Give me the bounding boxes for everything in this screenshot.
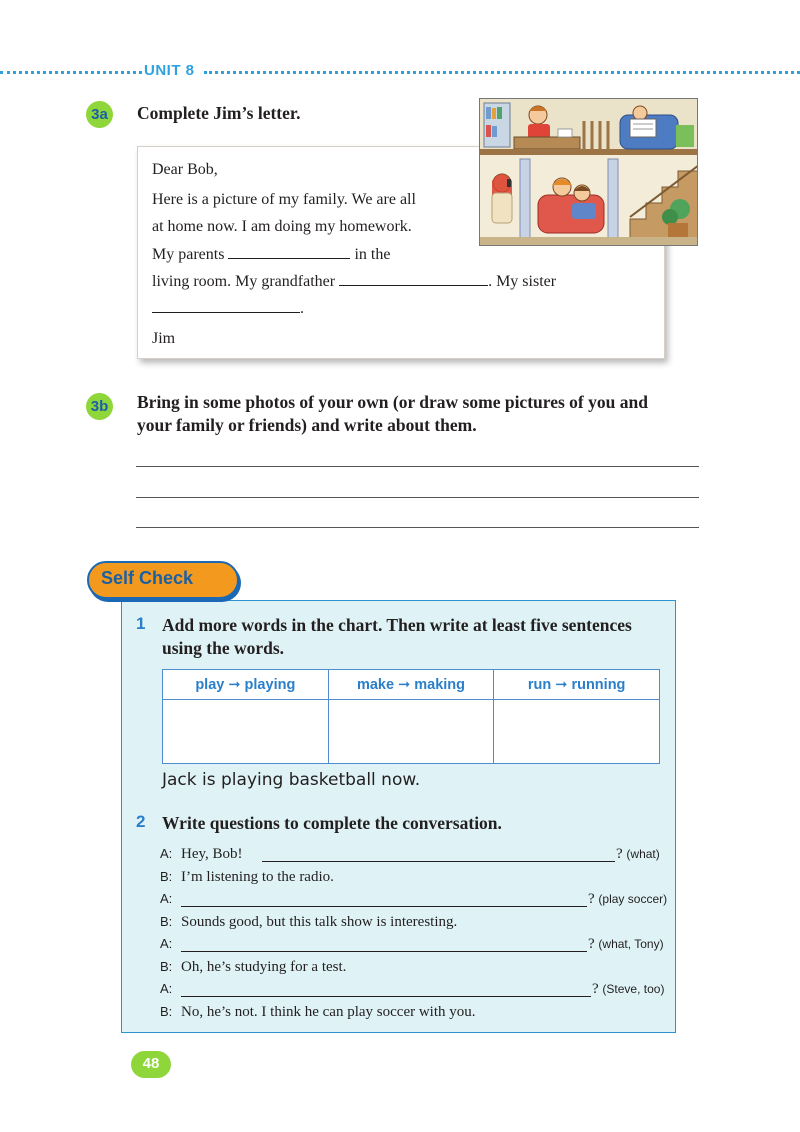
writing-line-1[interactable] (136, 466, 699, 467)
conversation-line-1 (160, 845, 243, 863)
header-dotted-rule-left (0, 71, 142, 74)
section-3b-instruction-line-1: Bring in some photos of your own (or draw some pictures of you and (137, 392, 648, 412)
grandfather-blank[interactable] (339, 272, 488, 286)
section-3a-instruction: Complete Jim’s letter. (137, 103, 301, 123)
q1-instruction-line-1: Add more words in the chart. Then write at least five sentences (162, 615, 632, 635)
conversation-line-5 (160, 935, 181, 953)
family-illustration (479, 98, 698, 246)
unit-label: UNIT 8 (144, 62, 195, 79)
writing-line-3[interactable] (136, 527, 699, 528)
section-3b-badge: 3b (86, 393, 113, 420)
cue-steve-too: (Steve, too) (602, 982, 665, 996)
question-mark: ? (616, 846, 623, 862)
conversation-text: I’m listening to the radio. (181, 869, 334, 885)
conversation-line-6 (160, 958, 346, 976)
conversation-line-3 (160, 890, 181, 908)
answer-blank-what-tony[interactable] (181, 951, 587, 952)
section-3a-badge: 3a (86, 101, 113, 128)
letter-line-5 (152, 299, 304, 318)
example-sentence: Jack is playing basketball now. (162, 770, 421, 790)
word-chart-answer-row (163, 700, 660, 764)
writing-line-2[interactable] (136, 497, 699, 498)
speaker-label: B: (160, 914, 173, 929)
question-end-1 (616, 845, 660, 863)
letter-line-1: Here is a picture of my family. We are all (152, 191, 416, 208)
word-chart (162, 669, 660, 764)
letter-line-5-end: . (300, 300, 304, 317)
cue-what-tony: (what, Tony) (598, 937, 664, 951)
cue-what: (what) (626, 847, 660, 861)
conversation-line-8 (160, 1003, 476, 1021)
letter-line-4-start: living room. My grandfather (152, 273, 336, 290)
question-mark: ? (588, 891, 595, 907)
conversation-text: Oh, he’s studying for a test. (181, 959, 347, 975)
letter-line-3-start: My parents (152, 246, 225, 263)
q2-number: 2 (136, 812, 146, 831)
sister-blank[interactable] (152, 299, 300, 313)
conversation-text: Hey, Bob! (181, 846, 243, 862)
q1-instruction-line-2: using the words. (162, 638, 285, 658)
conversation-line-2 (160, 868, 334, 886)
letter-line-3 (152, 245, 390, 264)
question-end-5 (588, 935, 664, 953)
letter-line-4 (152, 272, 556, 291)
question-end-7 (592, 980, 664, 998)
self-check-title: Self Check (101, 568, 194, 588)
speaker-label: A: (160, 891, 173, 906)
letter-line-3-end: in the (354, 246, 391, 263)
q2-instruction: Write questions to complete the conversation. (162, 813, 502, 833)
answer-blank-what[interactable] (262, 861, 615, 862)
speaker-label: A: (160, 846, 173, 861)
conversation-text: Sounds good, but this talk show is interesting. (181, 914, 458, 930)
question-mark: ? (592, 981, 599, 997)
word-chart-header-row (163, 670, 660, 700)
letter-line-2: at home now. I am doing my homework. (152, 218, 412, 235)
q1-number: 1 (136, 614, 146, 633)
question-mark: ? (588, 936, 595, 952)
speaker-label: A: (160, 981, 173, 996)
section-3b-instruction-line-2: your family or friends) and write about them. (137, 415, 477, 435)
chart-header-play: play ➞ playing (163, 670, 329, 700)
cue-play-soccer: (play soccer) (598, 892, 668, 906)
speaker-label: B: (160, 1004, 173, 1019)
chart-header-run: run ➞ running (494, 670, 660, 700)
conversation-line-4 (160, 913, 457, 931)
chart-header-make: make ➞ making (328, 670, 494, 700)
family-illustration-drawing (480, 99, 698, 246)
parents-blank[interactable] (228, 245, 350, 259)
letter-line-4-end: . My sister (488, 273, 557, 290)
speaker-label: A: (160, 936, 173, 951)
chart-cell-run[interactable] (494, 700, 660, 764)
answer-blank-play-soccer[interactable] (181, 906, 587, 907)
letter-greeting: Dear Bob, (152, 161, 218, 178)
header-dotted-rule-right (204, 71, 800, 74)
speaker-label: B: (160, 959, 173, 974)
chart-cell-play[interactable] (163, 700, 329, 764)
conversation-text: No, he’s not. I think he can play soccer with you. (181, 1004, 476, 1020)
question-end-3 (588, 890, 667, 908)
speaker-label: B: (160, 869, 173, 884)
conversation-line-7 (160, 980, 181, 998)
letter-signature: Jim (152, 330, 176, 347)
chart-cell-make[interactable] (328, 700, 494, 764)
answer-blank-steve-too[interactable] (181, 996, 591, 997)
page-number: 48 (142, 1055, 160, 1072)
